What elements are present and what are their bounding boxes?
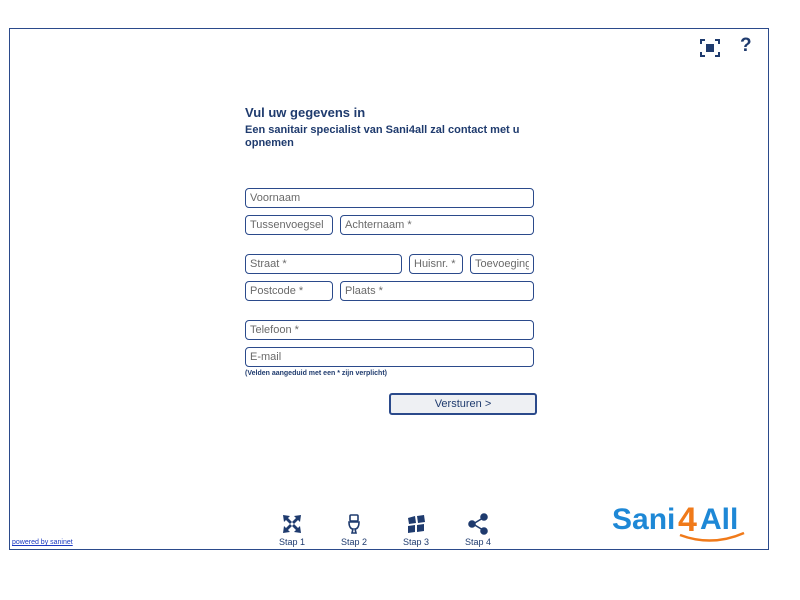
logo-text-sani: Sani (612, 503, 676, 536)
share-icon (467, 513, 489, 535)
step-1[interactable] (270, 513, 314, 547)
addition-input[interactable] (470, 254, 534, 274)
step-3-label: Stap 3 (402, 537, 430, 547)
logo-text-all: All (700, 503, 739, 536)
step-2[interactable] (332, 513, 376, 547)
phone-input[interactable] (245, 320, 534, 340)
app-frame (9, 28, 769, 550)
help-icon[interactable]: ? (740, 35, 752, 56)
infix-input[interactable] (245, 215, 333, 235)
city-input[interactable] (340, 281, 534, 301)
form-subtitle: Een sanitair specialist van Sani4all zal contact met u opnemen (245, 124, 520, 149)
house-number-input[interactable] (409, 254, 463, 274)
logo-text-4: 4 (678, 501, 697, 539)
first-name-input[interactable] (245, 188, 534, 208)
submit-button[interactable]: Versturen > (389, 393, 537, 415)
powered-by-link[interactable]: powered by saninet (12, 539, 73, 546)
tiles-icon (405, 513, 427, 535)
step-1-label: Stap 1 (278, 537, 306, 547)
step-2-label: Stap 2 (340, 537, 368, 547)
last-name-input[interactable] (340, 215, 534, 235)
fullscreen-icon[interactable] (700, 39, 720, 57)
street-input[interactable] (245, 254, 402, 274)
step-3[interactable] (394, 513, 438, 547)
postcode-input[interactable] (245, 281, 333, 301)
form-title: Vul uw gegevens in (245, 105, 366, 120)
step-4-label: Stap 4 (464, 537, 492, 547)
sani4all-logo (612, 497, 764, 545)
toilet-icon (343, 513, 365, 535)
step-4[interactable] (456, 513, 500, 547)
email-input[interactable] (245, 347, 534, 367)
required-fields-note: (Velden aangeduid met een * zijn verplicht) (245, 370, 387, 377)
arrows-icon (281, 513, 303, 535)
